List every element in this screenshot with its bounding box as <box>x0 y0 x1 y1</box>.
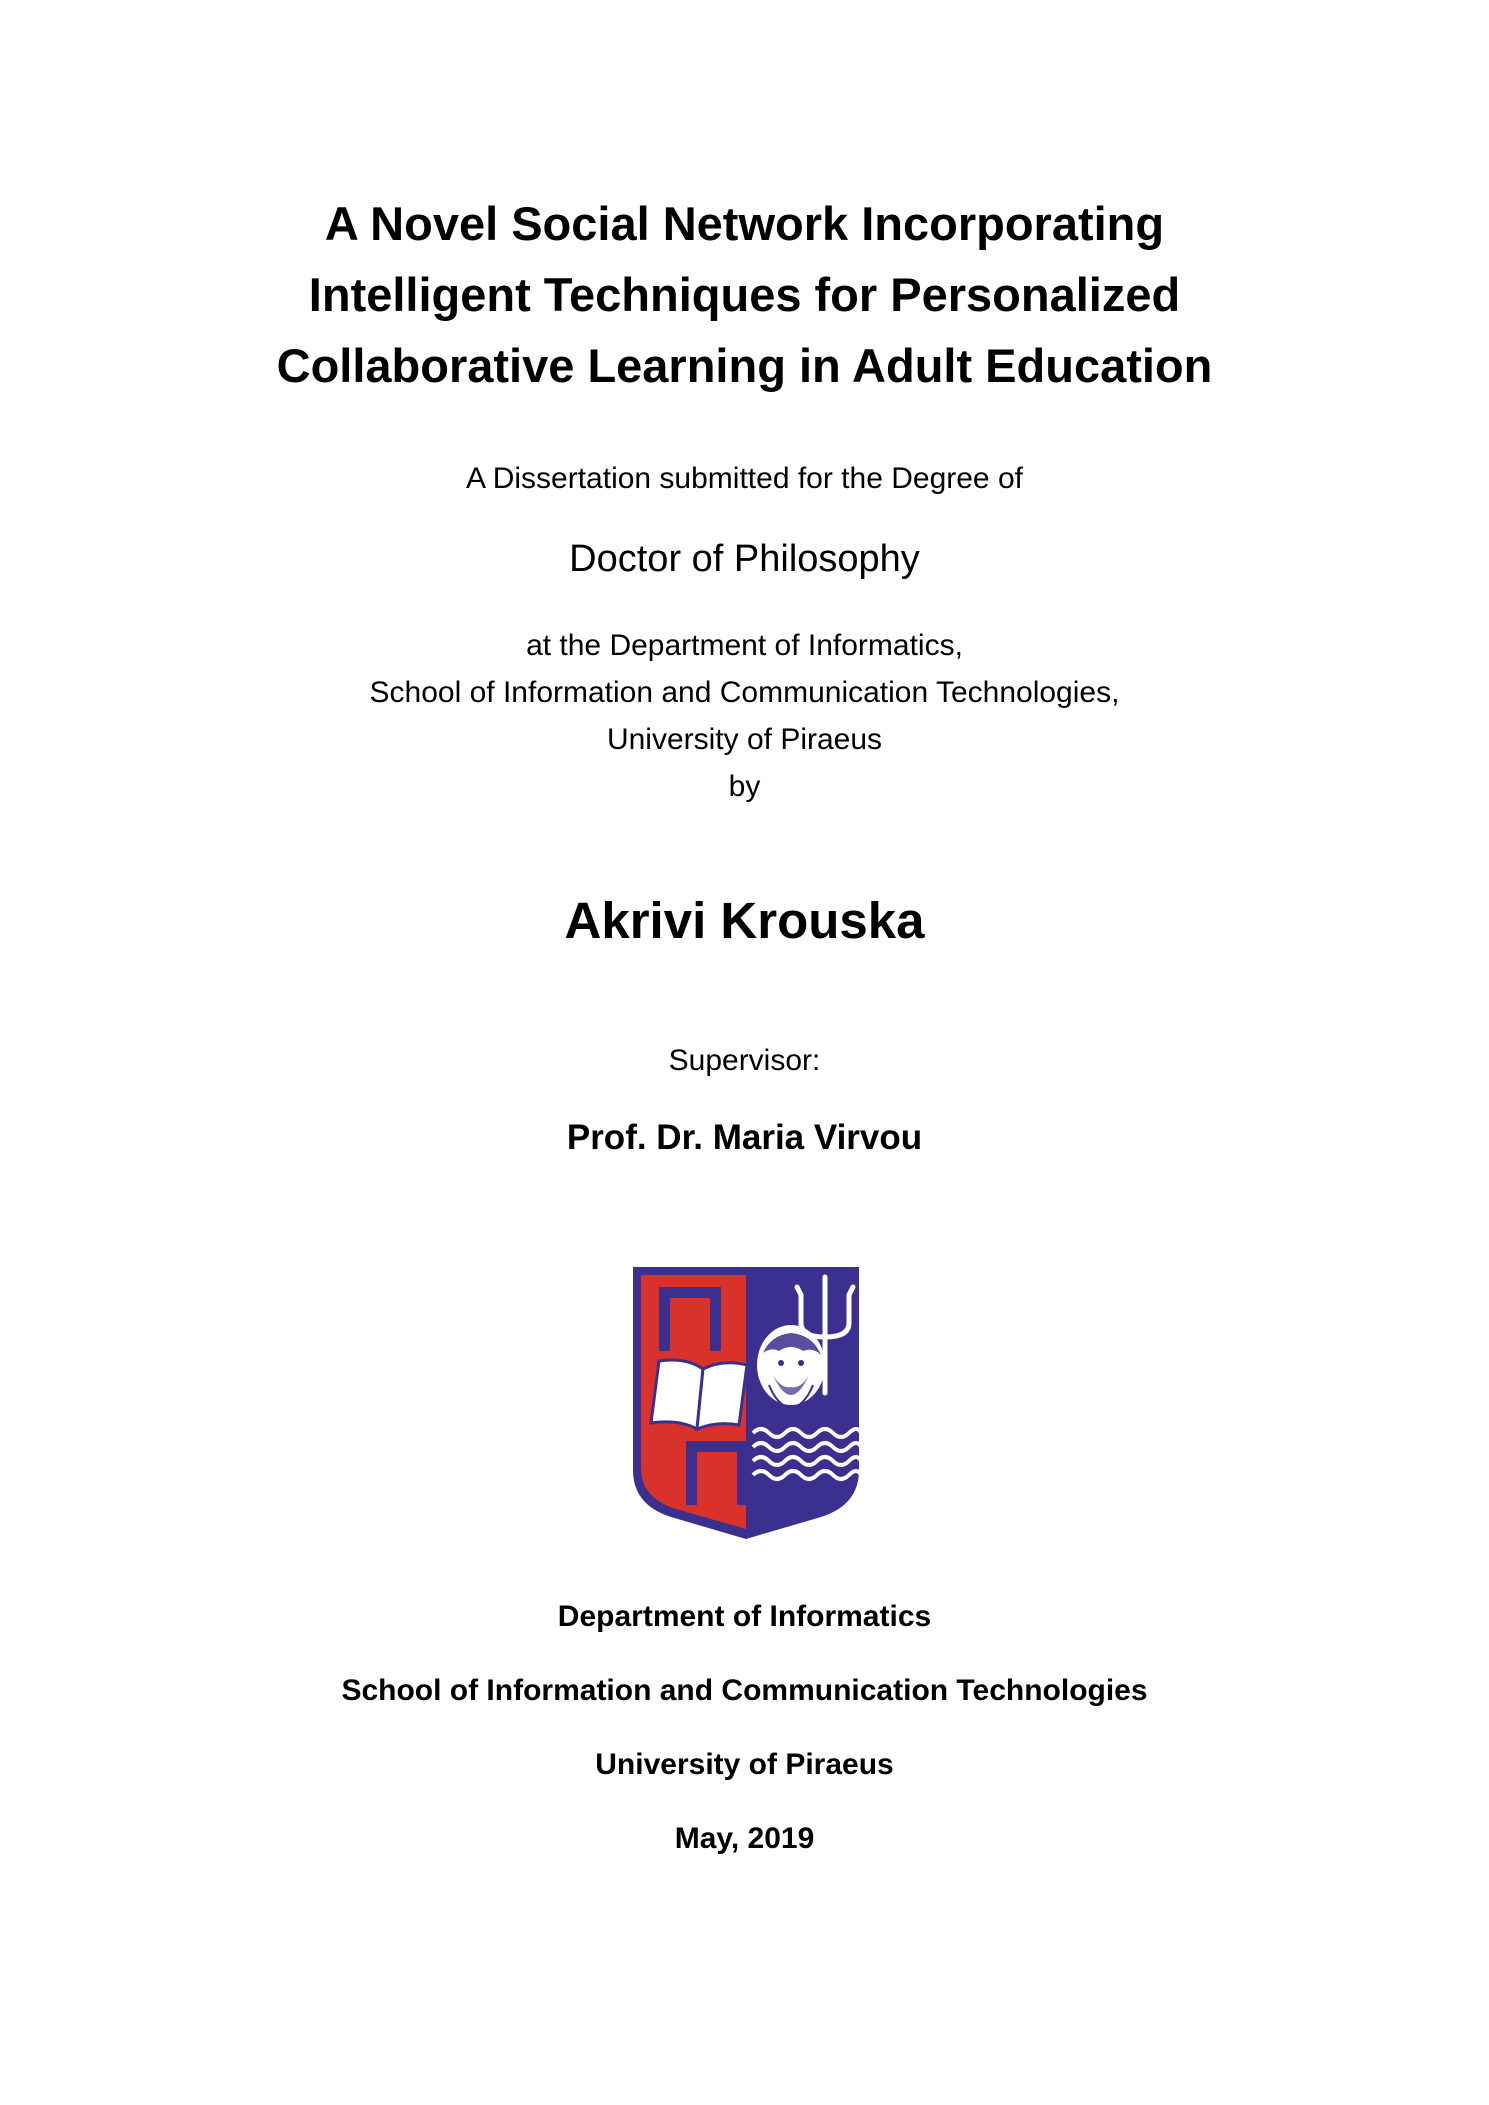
department-line-3: University of Piraeus <box>606 723 883 756</box>
footer-department: Department of Informatics <box>557 1600 932 1633</box>
footer-university: University of Piraeus <box>595 1748 894 1781</box>
department-line-1: at the Department of Informatics, <box>526 629 963 662</box>
crest-book-icon <box>651 1360 747 1429</box>
degree-name: Doctor of Philosophy <box>569 538 920 580</box>
supervisor-label: Supervisor: <box>668 1044 821 1077</box>
department-line-2: School of Information and Communication Technologies, <box>369 676 1120 709</box>
title-line-1: A Novel Social Network Incorporating <box>324 197 1165 250</box>
dissertation-title <box>0 188 1489 401</box>
department-line-4: by <box>728 770 761 803</box>
author-name: Akrivi Krouska <box>564 892 925 949</box>
footer-school: School of Information and Communication Technologies <box>341 1674 1148 1707</box>
department-statement <box>0 622 1489 810</box>
supervisor-name: Prof. Dr. Maria Virvou <box>566 1118 923 1157</box>
institution-footer <box>0 1580 1489 1876</box>
submission-intro: A Dissertation submitted for the Degree of <box>466 462 1023 495</box>
title-line-3: Collaborative Learning in Adult Education <box>276 339 1213 392</box>
title-line-2: Intelligent Techniques for Personalized <box>308 268 1181 321</box>
university-crest-icon <box>631 1265 861 1541</box>
footer-date: May, 2019 <box>674 1822 815 1855</box>
